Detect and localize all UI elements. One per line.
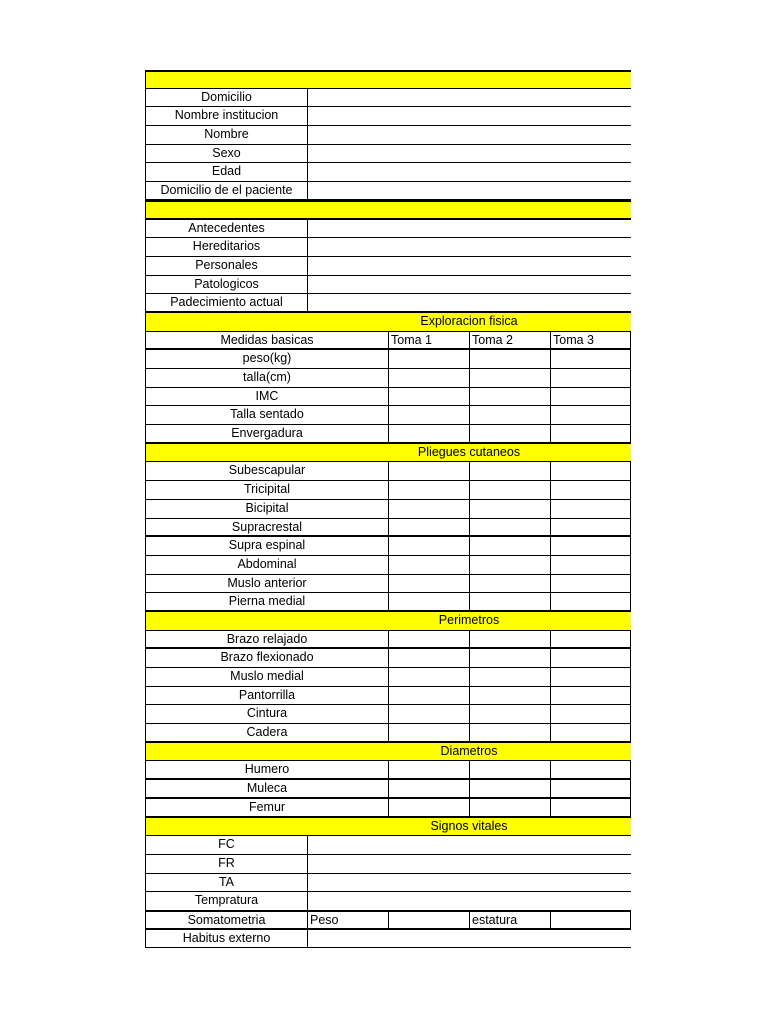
- toma-2-cell[interactable]: [469, 668, 550, 686]
- toma-2-cell[interactable]: [469, 481, 550, 499]
- form-row-nombre-institucion: [145, 107, 631, 126]
- measure-row-peso-kg: [145, 350, 631, 369]
- field-label-edad: Edad: [145, 163, 307, 181]
- measure-row-muslo-anterior: [145, 575, 631, 594]
- toma-3-cell[interactable]: [550, 668, 631, 686]
- measure-row-envergadura: [145, 425, 631, 444]
- field-value-personales[interactable]: [307, 257, 631, 275]
- measure-row-tricipital: [145, 481, 631, 500]
- measure-label-talla-sentado: Talla sentado: [145, 406, 388, 424]
- field-value-domicilio-de-el-paciente[interactable]: [307, 182, 631, 199]
- measure-label-femur: Femur: [145, 799, 388, 816]
- form-row-domicilio-de-el-paciente: [145, 182, 631, 201]
- field-value-patologicos[interactable]: [307, 276, 631, 294]
- toma-1-cell[interactable]: [388, 687, 469, 705]
- toma-3-cell[interactable]: [550, 724, 631, 741]
- toma-3-header: Toma 3: [550, 332, 631, 349]
- toma-1-cell[interactable]: [388, 500, 469, 518]
- field-label-domicilio: Domicilio: [145, 89, 307, 107]
- toma-3-cell[interactable]: [550, 761, 631, 778]
- toma-3-cell[interactable]: [550, 649, 631, 667]
- diametros-title: Diametros: [440, 743, 498, 758]
- field-label-padecimiento-actual: Padecimiento actual: [145, 294, 307, 311]
- toma-2-cell[interactable]: [469, 369, 550, 387]
- toma-3-cell[interactable]: [550, 406, 631, 424]
- habitus-row: [145, 930, 631, 949]
- toma-2-cell[interactable]: [469, 780, 550, 797]
- signos-rows: [145, 836, 631, 911]
- toma-3-cell[interactable]: [550, 369, 631, 387]
- measure-label-supracrestal: Supracrestal: [145, 519, 388, 536]
- measure-label-peso-kg: peso(kg): [145, 350, 388, 368]
- field-label-patologicos: Patologicos: [145, 276, 307, 294]
- vital-label-fr: FR: [145, 855, 307, 873]
- toma-1-cell[interactable]: [388, 631, 469, 648]
- measure-label-abdominal: Abdominal: [145, 556, 388, 574]
- field-value-edad[interactable]: [307, 163, 631, 181]
- measure-label-subescapular: Subescapular: [145, 462, 388, 480]
- medidas-header-row: [145, 332, 631, 351]
- vital-row-ta: [145, 874, 631, 893]
- toma-3-cell[interactable]: [550, 631, 631, 648]
- toma-1-cell[interactable]: [388, 556, 469, 574]
- form-row-patologicos: [145, 276, 631, 295]
- toma-2-cell[interactable]: [469, 761, 550, 778]
- field-value-sexo[interactable]: [307, 145, 631, 163]
- signos-title: Signos vitales: [430, 818, 508, 833]
- toma-1-cell[interactable]: [388, 519, 469, 536]
- field-label-nombre: Nombre: [145, 126, 307, 144]
- vital-row-fc: [145, 836, 631, 855]
- toma-1-cell[interactable]: [388, 668, 469, 686]
- pliegues-title: Pliegues cutaneos: [417, 444, 521, 459]
- measure-row-supra-espinal: [145, 537, 631, 556]
- toma-3-cell[interactable]: [550, 537, 631, 555]
- toma-2-header: Toma 2: [469, 332, 550, 349]
- toma-3-cell[interactable]: [550, 575, 631, 593]
- field-value-nombre-institucion[interactable]: [307, 107, 631, 125]
- vital-row-fr: [145, 855, 631, 874]
- measure-label-brazo-flexionado: Brazo flexionado: [145, 649, 388, 667]
- header-band-1: [145, 70, 631, 89]
- estatura-label: estatura: [469, 912, 550, 928]
- history-section: [145, 220, 631, 313]
- measure-label-pantorrilla: Pantorrilla: [145, 687, 388, 705]
- form-row-hereditarios: [145, 238, 631, 257]
- perimetros-title: Perimetros: [438, 612, 500, 627]
- toma-2-cell[interactable]: [469, 406, 550, 424]
- form-row-personales: [145, 257, 631, 276]
- measure-row-cadera: [145, 724, 631, 743]
- field-value-antecedentes[interactable]: [307, 220, 631, 238]
- measure-label-imc: IMC: [145, 388, 388, 406]
- toma-1-cell[interactable]: [388, 369, 469, 387]
- exploracion-rows: [145, 350, 631, 443]
- measure-row-muslo-medial: [145, 668, 631, 687]
- header-band-2: [145, 201, 631, 220]
- measure-row-muleca: [145, 780, 631, 799]
- toma-1-cell[interactable]: [388, 593, 469, 610]
- toma-3-cell[interactable]: [550, 350, 631, 368]
- toma-1-cell[interactable]: [388, 462, 469, 480]
- measure-row-brazo-flexionado: [145, 649, 631, 668]
- toma-3-cell[interactable]: [550, 500, 631, 518]
- toma-2-cell[interactable]: [469, 593, 550, 610]
- medidas-basicas-label: Medidas basicas: [145, 332, 388, 349]
- measure-row-supracrestal: [145, 519, 631, 538]
- toma-2-cell[interactable]: [469, 705, 550, 723]
- exploracion-header: [145, 313, 631, 332]
- signos-header: [145, 818, 631, 837]
- form-row-domicilio: [145, 89, 631, 108]
- toma-1-header: Toma 1: [388, 332, 469, 349]
- toma-1-cell[interactable]: [388, 649, 469, 667]
- measure-label-cadera: Cadera: [145, 724, 388, 741]
- somatometria-label: Somatometria: [145, 912, 307, 928]
- patient-form-sheet: [145, 70, 631, 948]
- vital-value-cell[interactable]: [307, 892, 631, 910]
- toma-3-cell[interactable]: [550, 519, 631, 536]
- measure-row-abdominal: [145, 556, 631, 575]
- toma-2-cell[interactable]: [469, 500, 550, 518]
- measure-label-tricipital: Tricipital: [145, 481, 388, 499]
- peso-value-cell[interactable]: [388, 912, 469, 928]
- measure-label-talla-cm: talla(cm): [145, 369, 388, 387]
- toma-2-cell[interactable]: [469, 556, 550, 574]
- toma-2-cell[interactable]: [469, 799, 550, 816]
- pliegues-rows: [145, 462, 631, 612]
- measure-row-brazo-relajado: [145, 631, 631, 650]
- somatometria-row: [145, 911, 631, 930]
- toma-1-cell[interactable]: [388, 406, 469, 424]
- field-value-padecimiento-actual[interactable]: [307, 294, 631, 311]
- measure-row-subescapular: [145, 462, 631, 481]
- toma-3-cell[interactable]: [550, 425, 631, 442]
- measure-label-brazo-relajado: Brazo relajado: [145, 631, 388, 648]
- toma-2-cell[interactable]: [469, 724, 550, 741]
- toma-1-cell[interactable]: [388, 724, 469, 741]
- toma-3-cell[interactable]: [550, 780, 631, 797]
- perimetros-header: [145, 612, 631, 631]
- general-info-section: [145, 89, 631, 201]
- field-value-domicilio[interactable]: [307, 89, 631, 107]
- vital-row-temprat-ura: [145, 892, 631, 911]
- toma-3-cell[interactable]: [550, 556, 631, 574]
- vital-value-cell[interactable]: [307, 855, 631, 873]
- toma-3-cell[interactable]: [550, 481, 631, 499]
- diametros-header: [145, 743, 631, 762]
- measure-label-muslo-medial: Muslo medial: [145, 668, 388, 686]
- toma-2-cell[interactable]: [469, 575, 550, 593]
- toma-1-cell[interactable]: [388, 705, 469, 723]
- toma-2-cell[interactable]: [469, 687, 550, 705]
- toma-1-cell[interactable]: [388, 761, 469, 778]
- measure-label-supra-espinal: Supra espinal: [145, 537, 388, 555]
- toma-1-cell[interactable]: [388, 780, 469, 797]
- toma-1-cell[interactable]: [388, 537, 469, 555]
- estatura-value-cell[interactable]: [550, 912, 631, 928]
- field-label-domicilio-de-el-paciente: Domicilio de el paciente: [145, 182, 307, 199]
- measure-row-humero: [145, 761, 631, 780]
- form-row-nombre: [145, 126, 631, 145]
- form-row-sexo: [145, 145, 631, 164]
- measure-row-talla-sentado: [145, 406, 631, 425]
- toma-1-cell[interactable]: [388, 388, 469, 406]
- measure-row-pantorrilla: [145, 687, 631, 706]
- peso-label: Peso: [307, 912, 388, 928]
- vital-value-cell[interactable]: [307, 874, 631, 892]
- toma-2-cell[interactable]: [469, 649, 550, 667]
- form-row-antecedentes: [145, 220, 631, 239]
- toma-2-cell[interactable]: [469, 350, 550, 368]
- measure-row-cintura: [145, 705, 631, 724]
- pliegues-header: [145, 444, 631, 463]
- toma-1-cell[interactable]: [388, 350, 469, 368]
- habitus-label: Habitus externo: [145, 930, 307, 948]
- measure-label-pierna-medial: Pierna medial: [145, 593, 388, 610]
- toma-2-cell[interactable]: [469, 631, 550, 648]
- measure-label-bicipital: Bicipital: [145, 500, 388, 518]
- form-row-edad: [145, 163, 631, 182]
- measure-row-pierna-medial: [145, 593, 631, 612]
- toma-3-cell[interactable]: [550, 593, 631, 610]
- field-value-nombre[interactable]: [307, 126, 631, 144]
- field-label-hereditarios: Hereditarios: [145, 238, 307, 256]
- vital-value-cell[interactable]: [307, 836, 631, 854]
- measure-row-bicipital: [145, 500, 631, 519]
- toma-3-cell[interactable]: [550, 462, 631, 480]
- diametros-rows: [145, 761, 631, 817]
- measure-label-envergadura: Envergadura: [145, 425, 388, 442]
- measure-label-muleca: Muleca: [145, 780, 388, 797]
- field-label-antecedentes: Antecedentes: [145, 220, 307, 238]
- exploracion-title: Exploracion fisica: [420, 313, 518, 328]
- toma-2-cell[interactable]: [469, 537, 550, 555]
- measure-label-cintura: Cintura: [145, 705, 388, 723]
- toma-1-cell[interactable]: [388, 481, 469, 499]
- field-value-hereditarios[interactable]: [307, 238, 631, 256]
- toma-3-cell[interactable]: [550, 388, 631, 406]
- measure-label-humero: Humero: [145, 761, 388, 778]
- measure-label-muslo-anterior: Muslo anterior: [145, 575, 388, 593]
- toma-1-cell[interactable]: [388, 425, 469, 442]
- toma-1-cell[interactable]: [388, 799, 469, 816]
- form-row-padecimiento-actual: [145, 294, 631, 313]
- vital-label-ta: TA: [145, 874, 307, 892]
- toma-3-cell[interactable]: [550, 705, 631, 723]
- measure-row-talla-cm: [145, 369, 631, 388]
- toma-2-cell[interactable]: [469, 388, 550, 406]
- field-label-nombre-institucion: Nombre institucion: [145, 107, 307, 125]
- perimetros-rows: [145, 631, 631, 743]
- toma-2-cell[interactable]: [469, 425, 550, 442]
- toma-3-cell[interactable]: [550, 799, 631, 816]
- toma-2-cell[interactable]: [469, 462, 550, 480]
- toma-3-cell[interactable]: [550, 687, 631, 705]
- toma-1-cell[interactable]: [388, 575, 469, 593]
- measure-row-imc: [145, 388, 631, 407]
- vital-label-fc: FC: [145, 836, 307, 854]
- field-label-personales: Personales: [145, 257, 307, 275]
- measure-row-femur: [145, 799, 631, 818]
- toma-2-cell[interactable]: [469, 519, 550, 536]
- habitus-value-cell[interactable]: [307, 930, 631, 948]
- field-label-sexo: Sexo: [145, 145, 307, 163]
- vital-label-temprat-ura: Temprat​ura: [145, 892, 307, 910]
